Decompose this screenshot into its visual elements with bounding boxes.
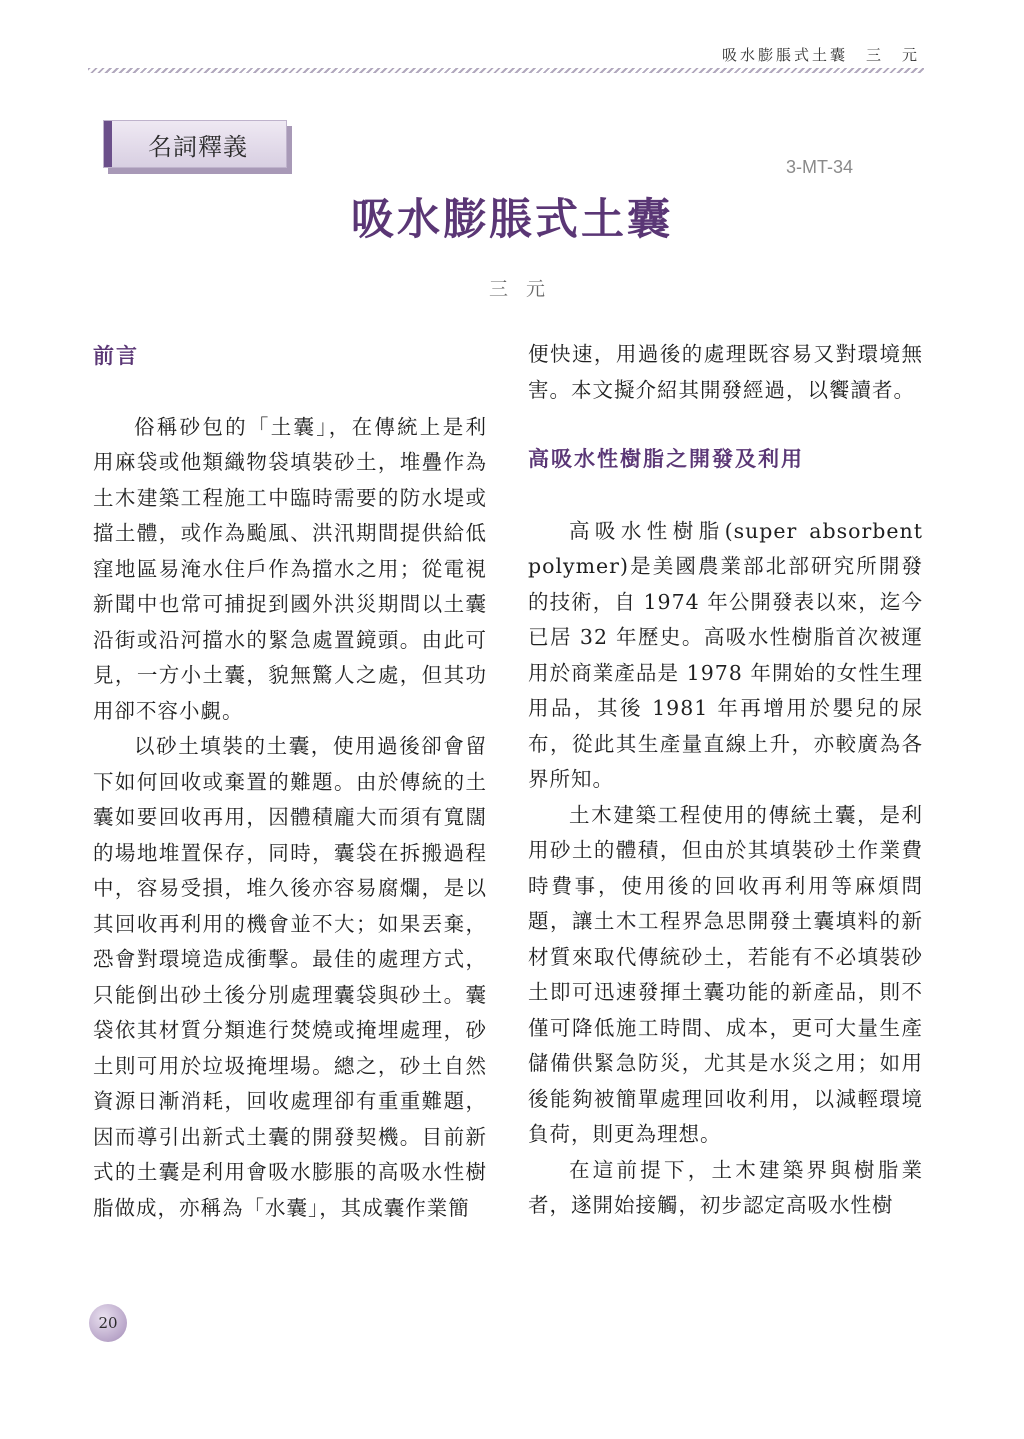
paragraph: 在這前提下，土木建築界與樹脂業者，遂開始接觸，初步認定高吸水性樹 [528, 1157, 923, 1217]
section-heading-development: 高吸水性樹脂之開發及利用 [528, 447, 804, 471]
paragraph: 以砂土填裝的土囊，使用過後卻會留下如何回收或棄置的難題。由於傳統的土囊如要回收再用，因體積龐大而須有寬闊的場地堆置保存，同時，囊袋在拆搬過程中，容易受損，堆久後亦容易腐爛，是以其回收再利用的機會並不大；如果丟棄，恐會對環境造成衝擊。最佳的處理方式，只能倒出砂土後分別處理囊袋與砂土。囊袋依其材質分類進行焚燒或掩埋處理，砂土則可用於垃圾掩埋場。總之，砂土自然資源日漸消耗，回收處理卻有重重難題，因而導引出新式土囊的開發契機。目前新式的土囊是利用會吸水膨脹的高吸水性樹脂做成，亦稱為「水囊」，其成囊作業簡 [93, 734, 487, 1220]
section-tag-bar [104, 121, 112, 167]
paragraph: 土木建築工程使用的傳統土囊，是利用砂土的體積，但由於其填裝砂土作業費時費事，使用後的回收再利用等麻煩問題，讓土木工程界急思開發土囊填料的新材質來取代傳統砂土，若能有不必填裝砂土即可迅速發揮土囊功能的新產品，則不僅可降低施工時間、成本，更可大量生產儲備供緊急防災，尤其是水災之用；如用後能夠被簡單處理回收利用，以減輕環境負荷，則更為理想。 [528, 802, 923, 1146]
paragraph-continued: 便快速，用過後的處理既容易又對環境無害。本文擬介紹其開發經過，以饗讀者。 [528, 342, 923, 402]
paragraph: 高吸水性樹脂(super absorbent polymer)是美國農業部北部研究所開發的技術，自 1974 年公開發表以來，迄今已居 32 年歷史。高吸水性樹脂首次被運用於商業產品是 1978 年開始的女性生理用品，其後 1981 年再增用於嬰兒的尿布，從此其生產量直線上升，亦較廣為各界所知。 [528, 518, 923, 791]
paragraph: 俗稱砂包的「土囊」，在傳統上是利用麻袋或他類織物袋填裝砂土，堆疊作為土木建築工程施工中臨時需要的防水堤或擋土體，或作為颱風、洪汛期間提供給低窪地區易淹水住戶作為擋水之用；從電視新聞中也常可捕捉到國外洪災期間以土囊沿街或沿河擋水的緊急處置鏡頭。由此可見，一方小土囊，貌無驚人之處，但其功用卻不容小覷。 [93, 414, 487, 723]
document-code: 3-MT-34 [786, 157, 854, 177]
page-number: 20 [89, 1304, 127, 1342]
running-header: 吸水膨脹式土囊 三 元 [721, 46, 920, 64]
section-tag [103, 120, 287, 168]
author-name: 三元 [488, 278, 563, 300]
section-heading-intro: 前言 [93, 344, 139, 368]
header-divider [88, 68, 924, 73]
left-column [93, 337, 487, 1226]
section-tag-label: 名詞釋義 [148, 132, 248, 161]
article-title: 吸水膨脹式土囊 [351, 195, 673, 245]
right-column [528, 337, 923, 1224]
